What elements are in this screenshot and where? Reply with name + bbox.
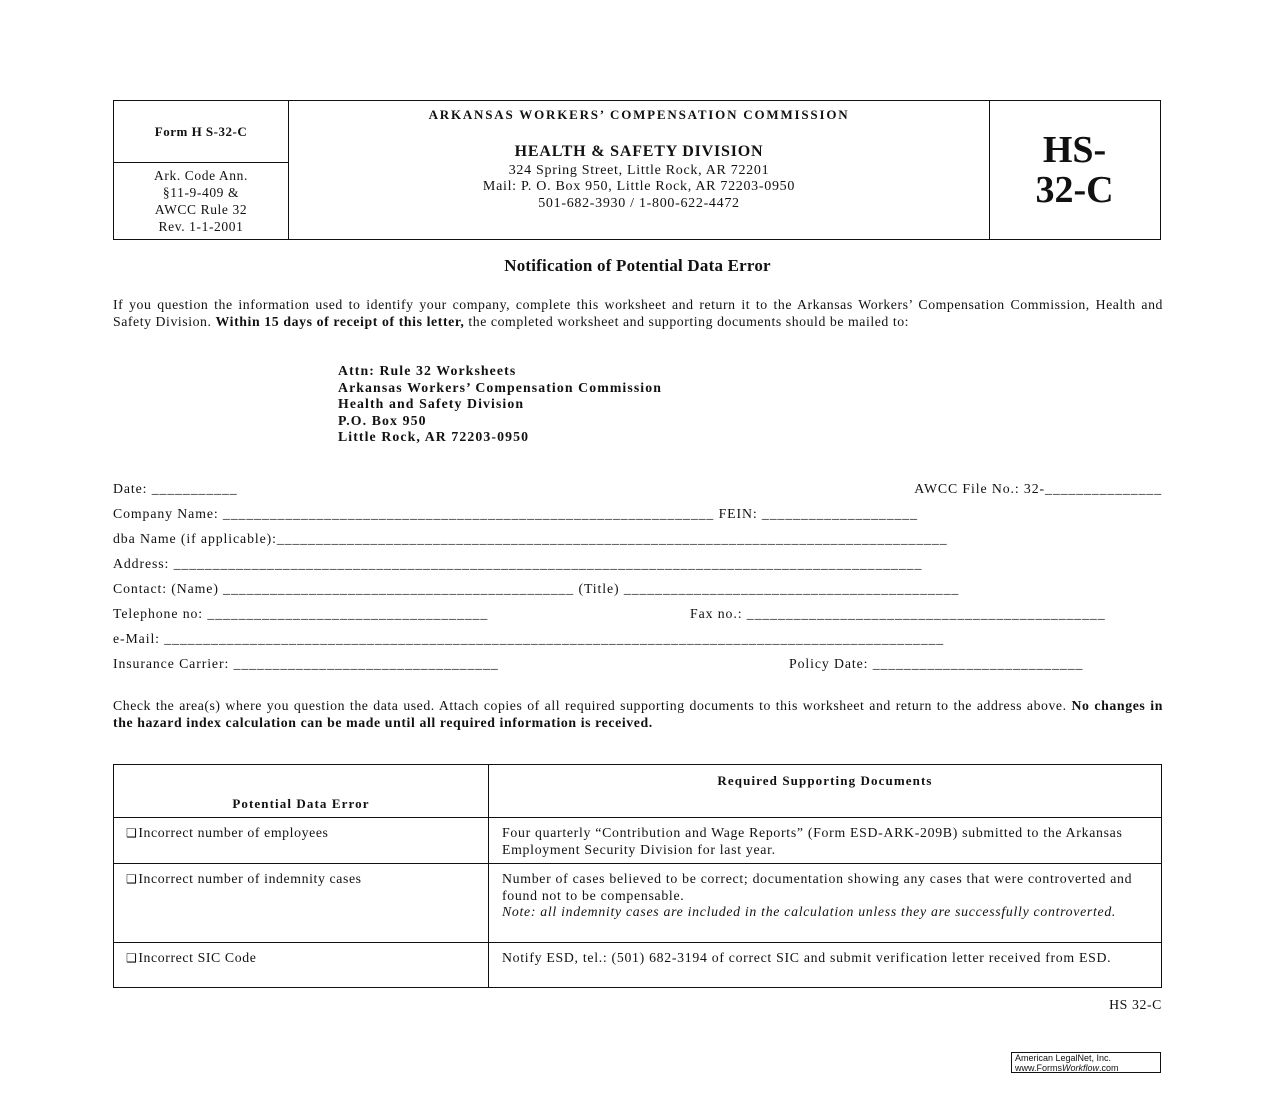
- intro-deadline: Within 15 days of receipt of this letter,: [215, 313, 465, 329]
- date-field[interactable]: Date: ___________: [113, 481, 238, 496]
- check-warning: No changes in the hazard index calculation can be made until all required information is received.: [113, 698, 1163, 730]
- legalnet-name: American LegalNet, Inc.: [1015, 1053, 1112, 1063]
- docs-cell: [489, 864, 1162, 943]
- docs-text: Four quarterly “Contribution and Wage Reports” (Form ESD-ARK-209B) submitted to the Arkansas Employment Security Division for last year.: [502, 825, 1123, 857]
- legal-line: Rev. 1-1-2001: [158, 219, 244, 234]
- street-address: 324 Spring Street, Little Rock, AR 72201: [508, 163, 770, 178]
- mailing-address: [338, 363, 662, 446]
- form-label: Form H S-32-C: [114, 101, 288, 163]
- error-label: Incorrect SIC Code: [138, 950, 257, 965]
- checkbox-icon[interactable]: ❑: [126, 826, 138, 840]
- legal-line: Ark. Code Ann.: [154, 168, 248, 183]
- col-header-error: Potential Data Error: [114, 765, 489, 818]
- header-left-column: [114, 101, 289, 239]
- mail-address: Mail: P. O. Box 950, Little Rock, AR 72203-0950: [482, 179, 796, 194]
- telephone-field[interactable]: Telephone no: ____________________________________: [113, 606, 489, 621]
- address-line: Arkansas Workers’ Compensation Commission: [338, 379, 663, 395]
- form-code-line: HS-: [1042, 129, 1107, 171]
- legal-reference: [114, 163, 288, 239]
- legal-line: AWCC Rule 32: [154, 202, 248, 217]
- dba-name-field[interactable]: dba Name (if applicable):______________________________________________________________________________________: [113, 531, 948, 546]
- address-field[interactable]: Address: ________________________________________________________________________________________________: [113, 556, 923, 571]
- policy-date-field[interactable]: Policy Date: ___________________________: [789, 656, 1084, 671]
- error-label: Incorrect number of employees: [138, 825, 329, 840]
- error-cell[interactable]: [114, 943, 489, 988]
- division-name: HEALTH & SAFETY DIVISION: [514, 143, 764, 160]
- col-header-docs: Required Supporting Documents: [489, 765, 1162, 818]
- legal-line: §11-9-409 &: [162, 185, 240, 200]
- error-label: Incorrect number of indemnity cases: [138, 871, 362, 886]
- file-number-field[interactable]: AWCC File No.: 32-_______________: [914, 481, 1162, 496]
- table-row: [114, 818, 1162, 864]
- docs-note: Note: all indemnity cases are included in the calculation unless they are successfully controverted.: [502, 904, 1117, 919]
- footer-form-code: HS 32-C: [1109, 997, 1162, 1012]
- legalnet-url-c: .com: [1099, 1062, 1119, 1073]
- form-header: [113, 100, 1161, 240]
- legalnet-url: [1015, 1064, 1157, 1074]
- company-name-field[interactable]: Company Name: _______________________________________________________________ FEIN: ____________________: [113, 506, 918, 521]
- checkbox-icon[interactable]: ❑: [126, 872, 138, 886]
- docs-cell: [489, 943, 1162, 988]
- address-line: Attn: Rule 32 Worksheets: [338, 363, 517, 378]
- form-code-line: 32-C: [1035, 169, 1114, 211]
- legalnet-url-a: www.Forms: [1015, 1062, 1062, 1073]
- agency-name: ARKANSAS WORKERS’ COMPENSATION COMMISSION: [428, 107, 850, 122]
- docs-cell: [489, 818, 1162, 864]
- error-cell[interactable]: [114, 864, 489, 943]
- address-line: Little Rock, AR 72203-0950: [338, 429, 530, 445]
- fax-field[interactable]: Fax no.: ______________________________________________: [690, 606, 1106, 621]
- phone-numbers: 501-682-3930 / 1-800-622-4472: [538, 196, 740, 211]
- table-row: [114, 943, 1162, 988]
- legalnet-url-b: Workflow: [1062, 1062, 1100, 1073]
- email-field[interactable]: e-Mail: ____________________________________________________________________________________________________: [113, 631, 945, 646]
- checkbox-icon[interactable]: ❑: [126, 951, 138, 965]
- form-code-block: [989, 101, 1159, 239]
- header-agency-block: [289, 101, 989, 239]
- data-error-table: [113, 764, 1162, 988]
- table-row: [114, 864, 1162, 943]
- docs-text: Notify ESD, tel.: (501) 682-3194 of correct SIC and submit verification letter received from ESD.: [502, 950, 1112, 965]
- error-cell[interactable]: [114, 818, 489, 864]
- contact-field[interactable]: Contact: (Name) _____________________________________________ (Title) ___________________________________________: [113, 581, 960, 596]
- intro-text: If you question the information used to identify your company, complete this worksheet and return it to the Arkansas Workers’ Compensation Commission, Health and Safety Division.: [113, 297, 1163, 329]
- intro-text-end: the completed worksheet and supporting documents should be mailed to:: [464, 313, 910, 329]
- legalnet-badge[interactable]: [1011, 1052, 1161, 1073]
- check-text: Check the area(s) where you question the data used. Attach copies of all required supporting documents to this worksheet and return to the address above.: [113, 698, 1072, 713]
- intro-paragraph: [113, 297, 1163, 330]
- insurance-carrier-field[interactable]: Insurance Carrier: __________________________________: [113, 656, 499, 671]
- page-title: Notification of Potential Data Error: [504, 256, 771, 275]
- address-line: P.O. Box 950: [338, 412, 427, 428]
- check-instructions: [113, 698, 1163, 731]
- table-header-row: [114, 765, 1162, 818]
- docs-text: Number of cases believed to be correct; documentation showing any cases that were controverted and found not to be compensable.: [502, 871, 1133, 903]
- address-line: Health and Safety Division: [338, 396, 525, 412]
